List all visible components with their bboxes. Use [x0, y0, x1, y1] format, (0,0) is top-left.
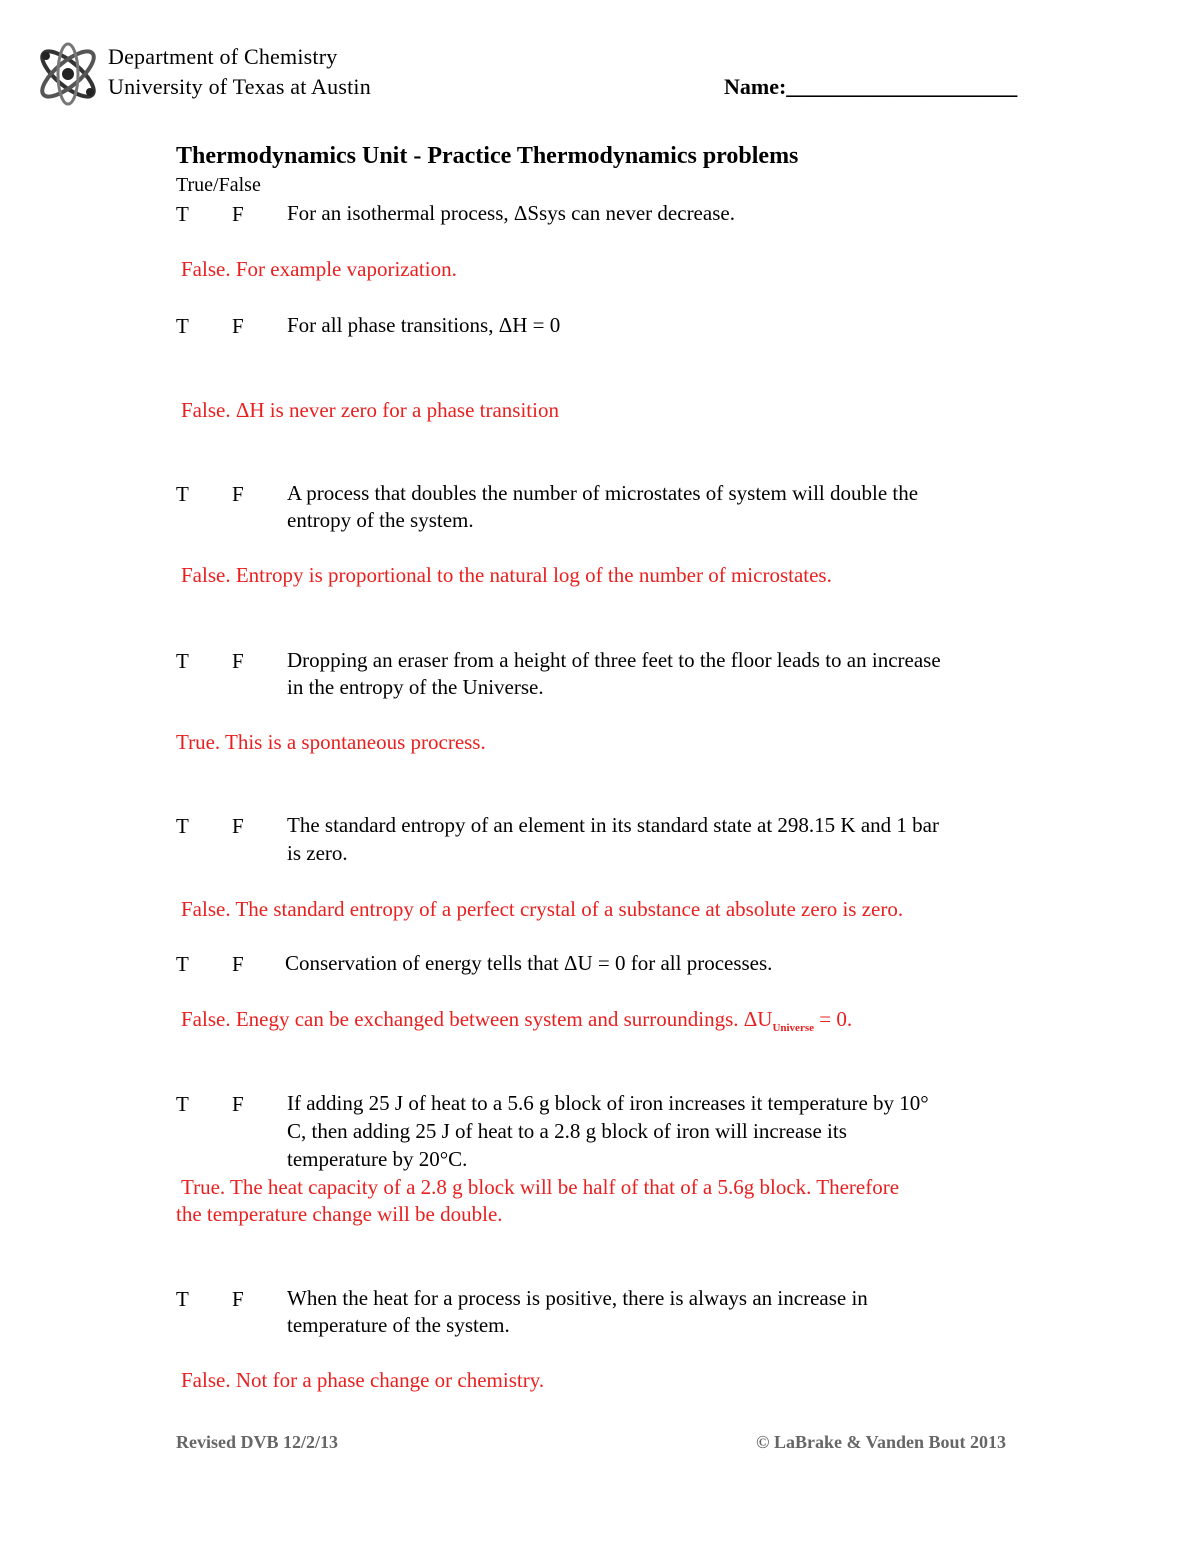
true-option: T	[176, 1092, 189, 1116]
question-text: When the heat for a process is positive, there is always an increase in	[287, 1286, 868, 1310]
question-text: The standard entropy of an element in its standard state at 298.15 K and 1 bar	[287, 813, 939, 837]
question-text: temperature of the system.	[287, 1313, 510, 1337]
true-option: T	[176, 649, 189, 673]
question-text: A process that doubles the number of microstates of system will double the	[287, 481, 919, 505]
question-text: For all phase transitions, ΔH = 0	[287, 313, 561, 337]
answer-text: False. Not for a phase change or chemistry.	[181, 1368, 545, 1392]
question-text: is zero.	[287, 841, 348, 865]
revision-note: Revised DVB 12/2/13	[176, 1432, 338, 1452]
false-option: F	[232, 1092, 244, 1116]
answer-text: the temperature change will be double.	[176, 1202, 503, 1226]
question-text: Conservation of energy tells that ΔU = 0 for all processes.	[285, 951, 773, 975]
answer-text-prefix: False. Enegy can be exchanged between system and surroundings. ΔU	[181, 1007, 773, 1031]
answer-text: False. Entropy is proportional to the natural log of the number of microstates.	[181, 563, 832, 587]
question-text: For an isothermal process, ΔSsys can never decrease.	[287, 201, 735, 225]
question-text: If adding 25 J of heat to a 5.6 g block of iron increases it temperature by 10°	[287, 1091, 929, 1115]
department-name: Department of Chemistry	[108, 44, 338, 69]
false-option: F	[232, 202, 244, 226]
question-text: C, then adding 25 J of heat to a 2.8 g block of iron will increase its	[287, 1119, 847, 1143]
true-option: T	[176, 482, 189, 506]
true-option: T	[176, 814, 189, 838]
atom-logo-icon	[32, 38, 104, 110]
false-option: F	[232, 649, 244, 673]
false-option: F	[232, 814, 244, 838]
true-option: T	[176, 314, 189, 338]
answer-text: True. The heat capacity of a 2.8 g block will be half of that of a 5.6g block. Therefore	[181, 1175, 900, 1199]
answer-text: True. This is a spontaneous procress.	[176, 730, 486, 754]
copyright-note: © LaBrake & Vanden Bout 2013	[756, 1432, 1006, 1452]
false-option: F	[232, 482, 244, 506]
false-option: F	[232, 1287, 244, 1311]
answer-subscript: Universe	[772, 1022, 814, 1035]
answer-text-suffix: = 0.	[813, 1007, 853, 1031]
university-name: University of Texas at Austin	[108, 74, 371, 99]
question-text: Dropping an eraser from a height of three feet to the floor leads to an increase	[287, 648, 941, 672]
false-option: F	[232, 314, 244, 338]
name-field-label: Name:_____________________	[724, 74, 1018, 99]
answer-text	[181, 1006, 852, 1042]
section-subtitle: True/False	[176, 174, 261, 196]
question-text: temperature by 20°C.	[287, 1147, 468, 1171]
answer-text: False. ΔH is never zero for a phase transition	[181, 398, 559, 422]
page-title: Thermodynamics Unit - Practice Thermodynamics problems	[176, 143, 799, 169]
answer-text: False. The standard entropy of a perfect crystal of a substance at absolute zero is zero.	[181, 897, 904, 921]
question-text: in the entropy of the Universe.	[287, 675, 544, 699]
true-option: T	[176, 952, 189, 976]
answer-text: False. For example vaporization.	[181, 257, 457, 281]
false-option: F	[232, 952, 244, 976]
true-option: T	[176, 202, 189, 226]
question-text: entropy of the system.	[287, 508, 474, 532]
true-option: T	[176, 1287, 189, 1311]
